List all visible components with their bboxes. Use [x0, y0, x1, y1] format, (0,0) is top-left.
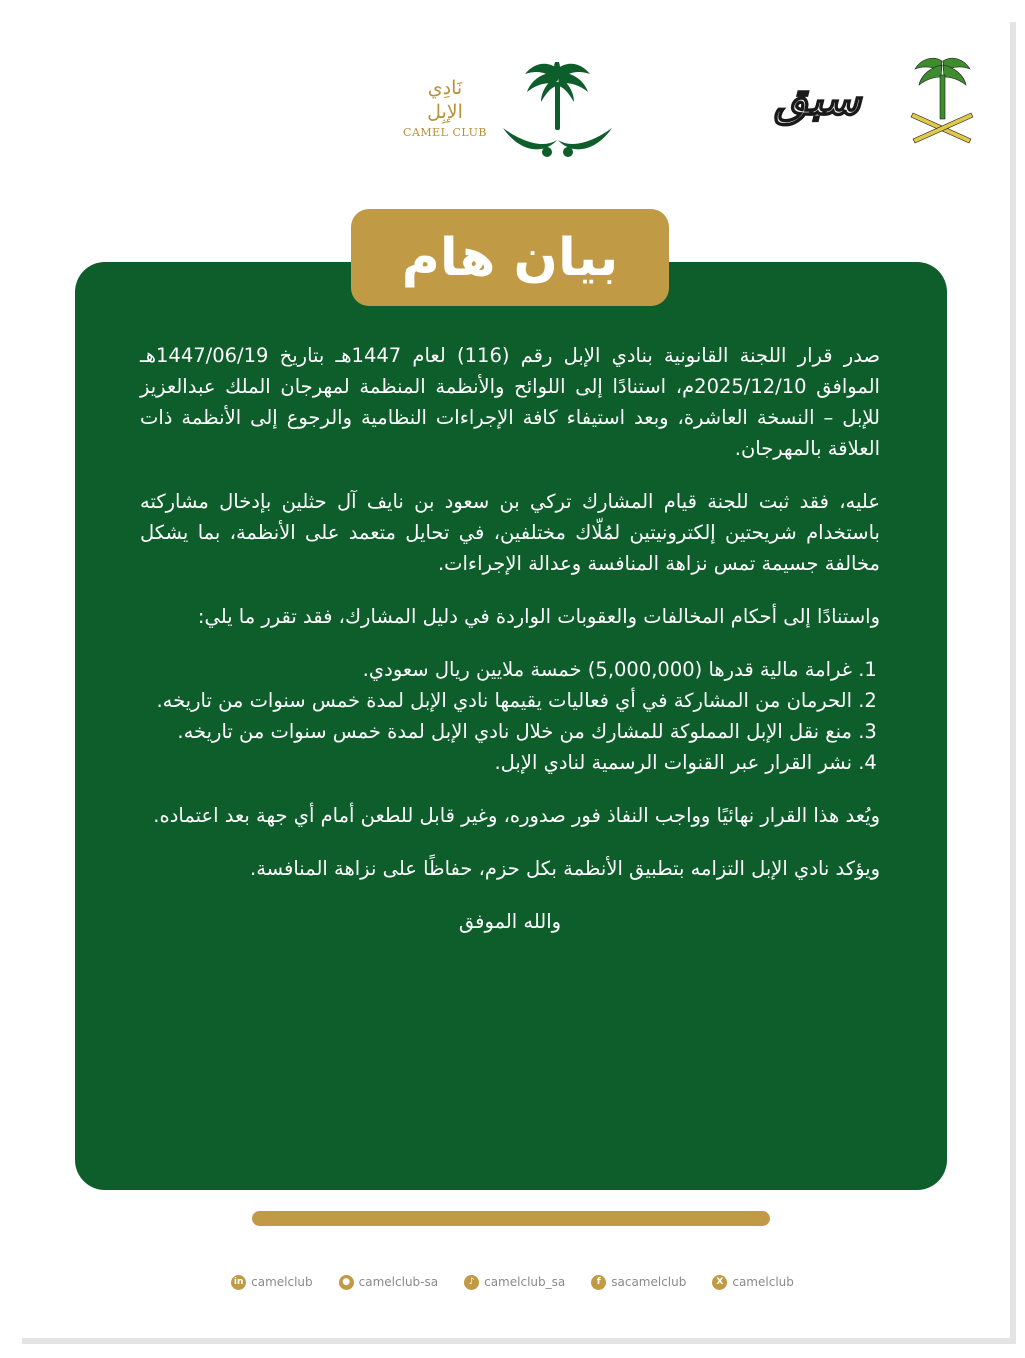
watermark-logo	[735, 55, 980, 155]
x-icon: X	[712, 1275, 727, 1290]
tiktok-instagram-icon: ♪	[464, 1275, 479, 1290]
decision-paragraph: صدر قرار اللجنة القانونية بنادي الإبل رقم (116) لعام 1447هـ بتاريخ 1447/06/19هـ الموافق 2025/12/10م، استنادًا إلى اللوائح والأنظمة المنظمة لمهرجان الملك عبدالعزيز للإبل – النسخة العاشرة، وبعد استيفاء كافة الإجراءات النظامية والرجوع إلى الأنظمة ذات العلاقة بالمهرجان.	[140, 344, 881, 460]
social-handle: camelclub	[732, 1275, 794, 1289]
club-name-ar-line2: الإبِل	[427, 101, 463, 123]
facebook-icon: f	[591, 1275, 606, 1290]
basis-paragraph: واستنادًا إلى أحكام المخالفات والعقوبات الواردة في دليل المشارك، فقد تقرر ما يلي:	[197, 605, 880, 628]
closing-phrase: والله الموفق	[458, 910, 562, 933]
social-handle: camelclub-sa	[358, 1275, 439, 1289]
penalty-item: 3. منع نقل الإبل المملوكة للمشارك من خلال نادي الإبل لمدة خمس سنوات من تاريخه.	[140, 716, 852, 747]
statement-title: بيان هام	[401, 227, 619, 288]
club-name-ar-line1: نَادِي	[427, 77, 463, 99]
gold-divider	[252, 1211, 770, 1226]
finality-paragraph: ويُعد هذا القرار نهائيًا وواجب النفاذ فور صدوره، وغير قابل للطعن أمام أي جهة بعد اعتماده.	[153, 804, 880, 827]
saudi-emblem-icon	[903, 55, 981, 153]
statement-card	[75, 262, 947, 1190]
linkedin-icon: in	[231, 1275, 246, 1290]
social-handle: camelclub	[251, 1275, 313, 1289]
social-footer	[0, 1270, 1025, 1294]
penalty-item: 2. الحرمان من المشاركة في أي فعاليات يقيمها نادي الإبل لمدة خمس سنوات من تاريخه.	[140, 685, 852, 716]
social-facebook[interactable]	[591, 1270, 686, 1294]
penalties-list	[140, 654, 880, 778]
watermark-wordmark: سبق	[774, 74, 861, 125]
club-wordmark	[395, 76, 495, 139]
penalty-item: 1. غرامة مالية قدرها (5,000,000) خمسة ملايين ريال سعودي.	[140, 654, 852, 685]
social-x[interactable]	[712, 1270, 794, 1294]
camel-club-logo	[395, 58, 625, 168]
social-handle: sacamelclub	[611, 1275, 687, 1289]
statement-body	[140, 340, 880, 937]
palm-swords-emblem-icon	[495, 58, 620, 168]
social-tiktok-instagram[interactable]	[464, 1270, 565, 1294]
violation-paragraph: عليه، فقد ثبت للجنة قيام المشارك تركي بن سعود بن نايف آل حثلين بإدخال مشاركته باستخدام شريحتين إلكترونيتين لمُلّاك مختلفين، في تحايل متعمد على الأنظمة، بما يشكل مخالفة جسيمة تمس نزاهة المنافسة وعدالة الإجراءات.	[140, 490, 880, 575]
penalty-item: 4. نشر القرار عبر القنوات الرسمية لنادي الإبل.	[140, 747, 852, 778]
title-banner	[351, 209, 669, 306]
commitment-paragraph: ويؤكد نادي الإبل التزامه بتطبيق الأنظمة بكل حزم، حفاظًا على نزاهة المنافسة.	[250, 857, 880, 880]
social-handle: camelclub_sa	[484, 1275, 566, 1289]
social-snapchat[interactable]	[339, 1270, 438, 1294]
social-linkedin[interactable]	[231, 1270, 313, 1294]
snapchat-icon: ●	[339, 1275, 354, 1290]
club-name-en: CAMEL CLUB	[403, 126, 487, 139]
